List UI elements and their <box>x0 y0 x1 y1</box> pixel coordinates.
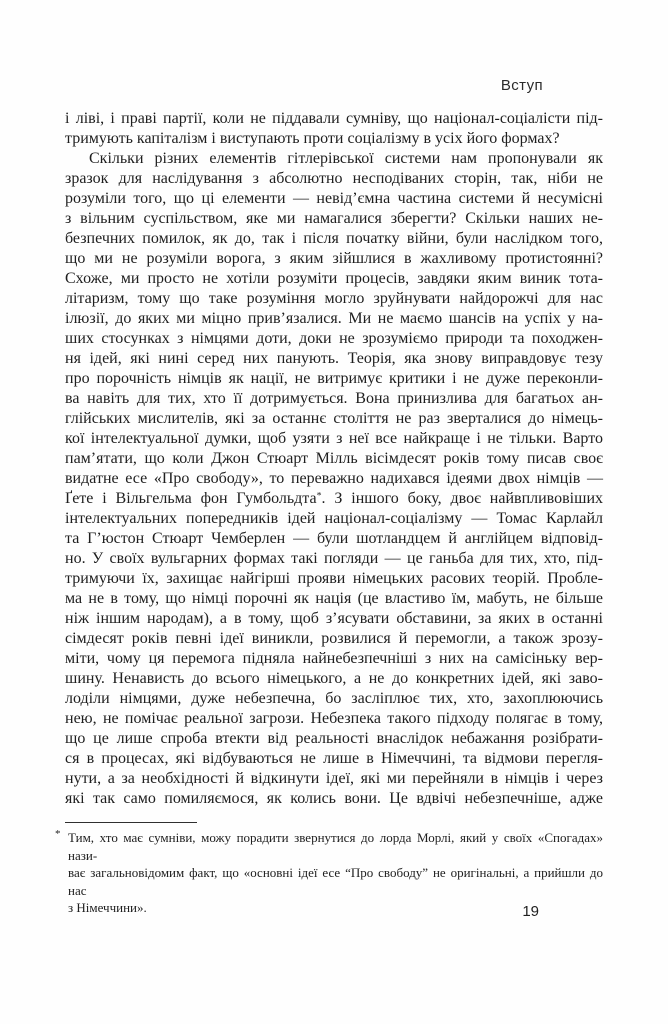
text-line: глійських мислителів, які за останнє століття не раз зверталися до німець- <box>65 410 603 427</box>
text-line: Тим, хто має сумніви, можу порадити звернутися до лорда Морлі, який у своїх «Спогадах» нази- <box>68 830 603 863</box>
text-line: шину. Ненависть до всього німецького, а не до конкретних ідей, які заво- <box>65 670 603 687</box>
footnote-asterisk: * <box>55 828 61 840</box>
page-body-text <box>65 109 603 809</box>
text-line: безпечних помилок, як до, так і після початку війни, були наслідком того, <box>65 230 603 247</box>
text-line: з Німеччини». <box>68 900 147 915</box>
text-line: нути, а за необхідності й відкинути ідеї, які ми перейняли в німців і через <box>65 770 603 787</box>
text-line: та Г’юстон Стюарт Чемберлен — були шотландцем й англійцем відповід- <box>65 530 603 547</box>
text-line: зразок для наслідування з абсолютно несподіваних сторін, так, ніби не <box>65 170 603 187</box>
text-line: ва навіть для тих, хто її дотримується. Вона принизлива для багатьох ан- <box>65 390 603 407</box>
paragraph <box>65 109 603 149</box>
text-line: розуміли того, що ці елементи — невід’ємна частина системи й несумісні <box>65 190 603 207</box>
text-line: інтелектуальних попередників ідей націонал-соціалізму — Томас Карлайл <box>65 510 603 527</box>
text-line: літаризм, тому що таке розуміння могло зруйнувати найдорожчі для нас <box>65 290 603 307</box>
text-line: ває загальновідомим факт, що «основні ідеї есе “Про свободу” не оригінальні, а прийшли до нас <box>68 865 603 898</box>
text-line: сімдесят років певні ідеї виникли, розвилися й перемогли, а також зрозу- <box>65 630 603 647</box>
footnote-separator <box>65 822 197 823</box>
text-line: що це лише спроба втекти від реальності внаслідок небажання розібрати- <box>65 730 603 747</box>
text-line: видатне есе «Про свободу», то переважно надихався ідеями двох німців — <box>65 470 603 487</box>
page-number: 19 <box>522 903 539 920</box>
text-line: нею, не помічає реальної загрози. Небезпека такого підходу полягає в тому, <box>65 710 603 727</box>
footnote-reference-asterisk: * <box>316 490 322 502</box>
text-line: які так само помиляємося, як колись вони. Це вдвічі небезпечніше, адже <box>65 790 603 807</box>
text-line: ілюзії, до яких ми міцно прив’язалися. Ми не маємо шансів на успіх у на- <box>65 310 603 327</box>
paragraph <box>65 149 603 809</box>
text-line: но. У своїх вульгарних формах такі погляди — це ганьба для тих, хто, під- <box>65 550 603 567</box>
text-line: лоділи німцями, дуже небезпечна, бо засліплює тих, хто, захоплюючись <box>65 690 603 707</box>
text-line: про порочність німців як нації, не витримує критики і не дуже переконли- <box>65 370 603 387</box>
text-line: що ми не розуміли ворога, з яким зійшлися в жахливому протистоянні? <box>65 250 603 267</box>
text-line: ся в процесах, які відбуваються не лише в Німеччині, та відмови перегля- <box>65 750 603 767</box>
text-line: ня ідей, які нині серед них панують. Теорія, яка знову виправдовує тезу <box>65 350 603 367</box>
text-line: Схоже, ми просто не хотіли розуміти процесів, завдяки яким виник тота- <box>65 270 603 287</box>
text-line: і ліві, і праві партії, коли не піддавали сумніву, що націонал-соціалісти під- <box>65 110 603 127</box>
text-line: пам’ятати, що коли Джон Стюарт Мілль вісімдесят років тому писав своє <box>65 450 603 467</box>
text-line: Скільки різних елементів гітлерівської системи нам пропонували як <box>89 150 603 167</box>
text-line: ших стосунках з німцями доти, доки не зрозуміємо природи та походжен- <box>65 330 603 347</box>
text-line: Ґете і Вільгельма фон Гумбольдта*. З іншого боку, двоє найвпливовіших <box>65 490 604 507</box>
running-header: Вступ <box>500 77 543 94</box>
text-line: тримуючи їх, захищає найгірші прояви німецьких расових теорій. Пробле- <box>65 570 603 587</box>
text-line: ма не в тому, що німці порочні як нація (це властиво їм, мабуть, не більше <box>65 590 603 607</box>
text-line: міти, чому ця перемога підняла найнебезпечніші з них на самісіньку вер- <box>65 650 603 667</box>
text-line: тримують капіталізм і виступають проти соціалізму в усіх його формах? <box>65 130 560 147</box>
text-line: з вільним суспільством, яке ми намагалися зберегти? Скільки наших не- <box>65 210 603 227</box>
text-line: ніж іншим народам), а в тому, щоб з’ясувати обставини, за яких в останні <box>65 610 603 627</box>
text-line: кої інтелектуальної думки, щоб узяти з неї все найкраще і не тільки. Варто <box>65 430 603 447</box>
